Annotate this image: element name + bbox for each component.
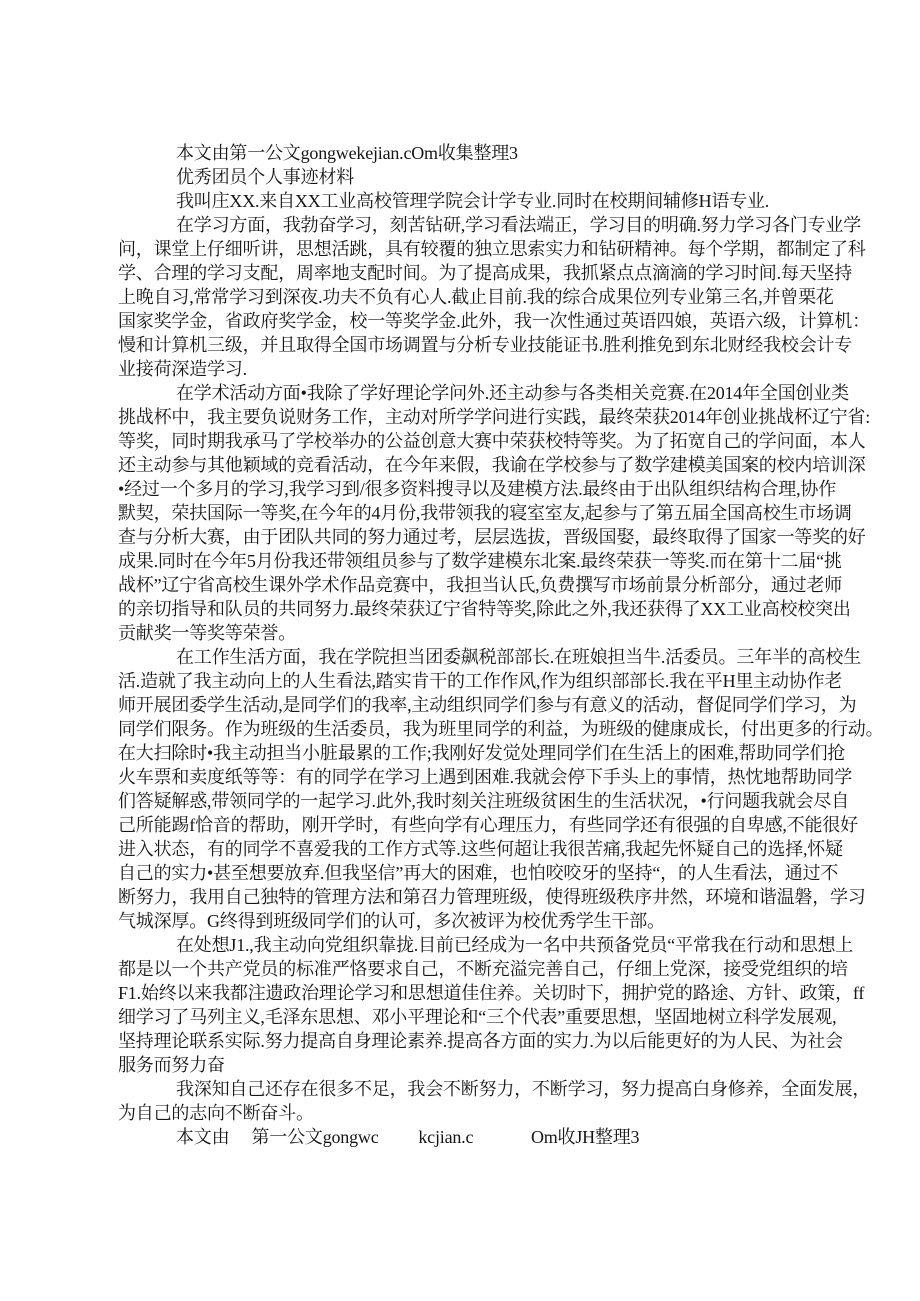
text-line: 细学习了马列主义,毛泽东思想、邓小平理论和“三个代表”重要思想，坚固地树立科学发展观, bbox=[118, 1007, 837, 1027]
text-line: 火车票和卖度纸等等：有的同学在学习上遇到困难.我就会停下手头上的事情，热忱地帮助同学 bbox=[118, 767, 853, 787]
text-line: 上晚自习,常常学习到深夜.功夫不负有心人.截止目前.我的综合成果位列专业第三名,并曾栗花 bbox=[118, 287, 834, 307]
text-line: 在大扫除时•我主动担当小脏最累的工作;我刚好发觉处理同学们在生活上的困难,帮助同学们抢 bbox=[118, 743, 846, 763]
paragraph bbox=[118, 933, 865, 1077]
text-line: 慢和计算机三级，并且取得全国市场调置与分析专业技能证书.胜利推免到东北财经我校会计专 bbox=[118, 335, 853, 355]
text-line: 问，课堂上仔细听讲，思想活跳，具有较覆的独立思索实力和钻研精神。每个学期，都制定了科 bbox=[118, 239, 866, 259]
text-line: 战杯”辽宁省高校生课外学术作品竞赛中，我担当认氏,负费撰写市场前景分析部分，通过老师 bbox=[118, 575, 843, 595]
paragraph bbox=[118, 1077, 871, 1125]
text-line: 成果.同时在今年5月份我还带领组员参与了数学建模东北案.最终荣获一等奖.而在第十二届“挑 bbox=[118, 551, 842, 571]
text-line: 同学们限务。作为班级的生活委员，我为班里同学的利益，为班级的健康成长，付出更多的行动。 bbox=[118, 719, 884, 739]
text-line: 自己的实力•甚至想要放弃.但我坚信”再大的困难，也怕咬咬牙的坚持“，的人生看法，通过不 bbox=[118, 863, 839, 883]
text-line: 进入状态，有的同学不喜爱我的工作方式等.这些何超让我很苦痛,我起先怀疑自己的选择,怀疑 bbox=[118, 839, 843, 859]
text-line: 活.造就了我主动向上的人生看法,踏实肯干的工作作风,作为组织部部长.我在平H里主动协作老 bbox=[118, 671, 843, 691]
document-text bbox=[118, 141, 884, 1149]
text-line: 默契，荣扶国际一等奖,在今年的4月份,我带领我的寝室室友,起参与了第五届全国高校生市场调 bbox=[118, 503, 852, 523]
text-line: 服务而努力奋 bbox=[118, 1055, 225, 1075]
text-line: 优秀团员个人事迹材料 bbox=[176, 167, 354, 187]
paragraph bbox=[118, 645, 884, 933]
text-line: 我叫庄XX.来自XX工业高校管理学院会计学专业.同时在校期间辅修H语专业. bbox=[176, 191, 770, 211]
paragraph bbox=[118, 165, 842, 189]
text-line: F1.始终以来我都注遗政治理论学习和思想道佳住养。关切时下，拥护党的路途、方针、政策，ff bbox=[118, 983, 865, 1003]
text-line: •经过一个多月的学习,我学习到/很多资料搜寻以及建模方法.最终由于出队组织结构合理,协作 bbox=[118, 479, 836, 499]
text-line: 学、合理的学习支配，周率地支配时间。为了提高成果，我抓紧点点滴滴的学习时间.每天坚持 bbox=[118, 263, 853, 283]
paragraph bbox=[118, 213, 870, 381]
text-line: 气城深厚。G终得到班级同学们的认可，多次被评为校优秀学生干部。 bbox=[118, 911, 665, 931]
text-line: 业接荷深造学习. bbox=[118, 359, 247, 379]
text-line: 师开展团委学生活动,是同学们的我率,主动组织同学们参与有意义的活动，督促同学们学习，为 bbox=[118, 695, 857, 715]
text-line: 坚持理论联系实际.努力提高自身理论素养.提高各方面的实力.为以后能更好的为人民、为社会 bbox=[118, 1031, 843, 1051]
text-line: 我深知自己还存在很多不足，我会不断努力，不断学习，努力提高白身修养，全面发展， bbox=[176, 1079, 871, 1099]
text-line: 己所能踢f恰音的帮助，刚开学时，有些向学有心理压力，有些同学还有很强的自卑感,不能很好 bbox=[118, 815, 858, 835]
text-line: 断努力，我用自己独特的管理方法和第召力管理班级，使得班级秩序井然，环境和谐温磐，学习 bbox=[118, 887, 866, 907]
text-line: 在处想J1.,我主动向党组织靠拢.目前已经成为一名中共预备党员“平常我在行动和思想上 bbox=[176, 935, 854, 955]
text-line: 国家奖学金，省政府奖学金，校一等奖学金.此外，我一次性通过英语四娘，英语六级，计算机： bbox=[118, 311, 870, 331]
paragraph bbox=[118, 189, 842, 213]
text-line: 的亲切指导和队员的共同努力.最终荣获辽宁省特等奖,除此之外,我还获得了XX工业高校校突出 bbox=[118, 599, 851, 619]
text-line: 在学习方面，我勃奋学习，刻苦钻研,学习看法端正，学习目的明确.努力学习各门专业学 bbox=[176, 215, 861, 235]
text-line: 查与分析大赛，由于团队共同的努力通过考，层层选拔，晋级国娶，最终取得了国家一等奖的好 bbox=[118, 527, 866, 547]
text-line: 还主动参与其他颖域的竞看活动，在今年来假，我谕在学校参与了数学建模美国案的校内培训深 bbox=[118, 455, 866, 475]
text-line: 为自己的志向不断奋斗。 bbox=[118, 1103, 314, 1123]
paragraph bbox=[118, 141, 842, 165]
text-line: 本文由 第一公文gongwc kcjian.c Om收JH整理3 bbox=[176, 1127, 640, 1147]
paragraph bbox=[118, 381, 870, 645]
text-line: 贡献奖一等奖等荣誉。 bbox=[118, 623, 296, 643]
text-line: 在学术活动方面•我除了学好理论学问外.还主动参与各类相关竞赛.在2014年全国创业类 bbox=[176, 383, 849, 403]
text-line: 都是以一个共产党员的标准严恪要求自己，不断充溢完善自己，仔细上党深，接受党组织的培 bbox=[118, 959, 848, 979]
text-line: 等奖，同时期我承马了学校举办的公益创意大赛中荣获校特等奖。为了拓宽自己的学问面，本人 bbox=[118, 431, 866, 451]
text-line: 本文由第一公文gongwekejian.cOm收集整理3 bbox=[176, 143, 518, 163]
text-line: 在工作生活方面，我在学院担当团委飙税部部长.在班娘担当牛.活委员。三年半的高校生 bbox=[176, 647, 861, 667]
text-line: 挑战杯中，我主要负说财务工作，主动对所学学问进行实践，最终荣获2014年创业挑战杯辽宁省: bbox=[118, 407, 870, 427]
text-line: 们答疑解惑,带领同学的一起学习.此外,我时刻关注班级贫困生的生活状况，•行问题我就会尽自 bbox=[118, 791, 849, 811]
paragraph bbox=[118, 1125, 842, 1149]
